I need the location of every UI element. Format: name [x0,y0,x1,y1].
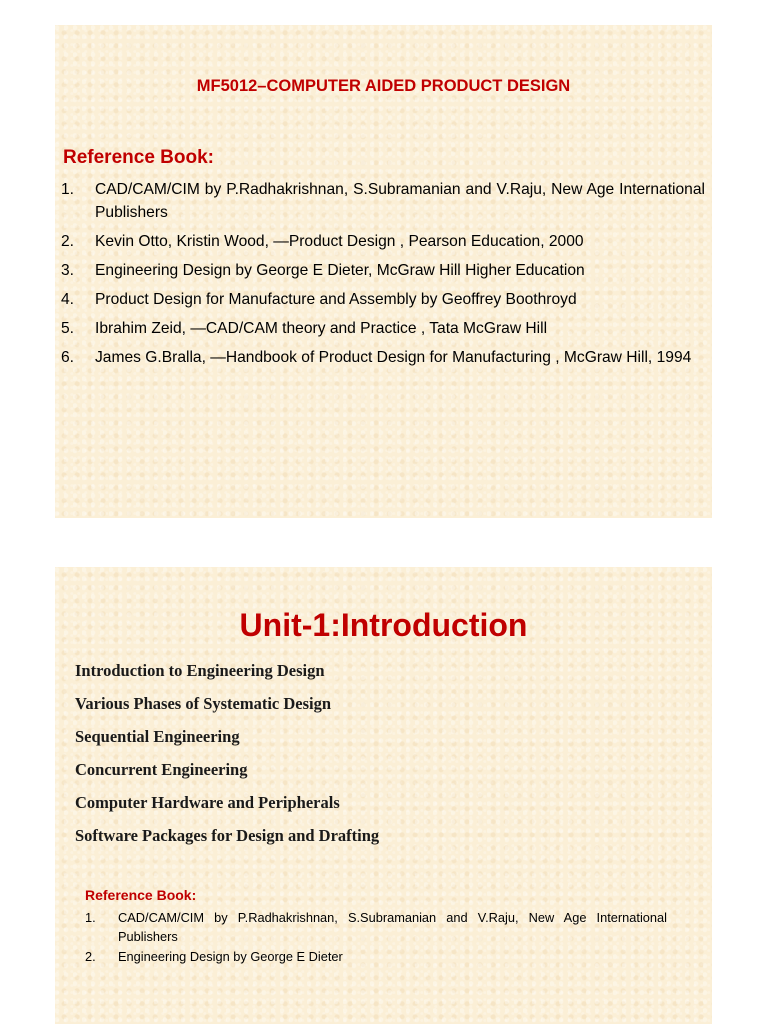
topic-item: Computer Hardware and Peripherals [75,793,340,812]
unit-title: Unit-1:Introduction [239,607,528,643]
topic-item: Sequential Engineering [75,727,240,746]
reference-list [85,908,667,967]
course-title: MF5012–COMPUTER AIDED PRODUCT DESIGN [196,77,571,95]
reference-heading: Reference Book: [85,887,197,903]
reference-item: 6. James G.Bralla, ―Handbook of Product Design for Manufacturing , McGraw Hill, 1994 [61,349,692,366]
reference-list [61,178,705,375]
topic-item: Concurrent Engineering [75,760,248,779]
reference-item: 4. Product Design for Manufacture and Assembly by Geoffrey Boothroyd [61,291,577,308]
reference-item: 1. CAD/CAM/CIM by P.Radhakrishnan, S.Subramanian and V.Raju, New Age International Publishers [61,181,705,221]
topic-list [75,660,379,858]
slide-2 [55,567,712,1024]
reference-item: 1. CAD/CAM/CIM by P.Radhakrishnan, S.Subramanian and V.Raju, New Age International Publishers [85,910,667,944]
topic-item: Various Phases of Systematic Design [75,694,332,713]
slide-1 [55,25,712,518]
reference-heading: Reference Book: [63,147,214,168]
reference-item: 3. Engineering Design by George E Dieter, McGraw Hill Higher Education [61,262,585,279]
reference-item: 2. Kevin Otto, Kristin Wood, ―Product Design , Pearson Education, 2000 [61,233,584,250]
topic-item: Software Packages for Design and Drafting [75,826,380,845]
reference-item: 5. Ibrahim Zeid, ―CAD/CAM theory and Practice , Tata McGraw Hill [61,320,548,337]
reference-item: 2. Engineering Design by George E Dieter [85,949,343,964]
topic-item: Introduction to Engineering Design [75,661,325,680]
